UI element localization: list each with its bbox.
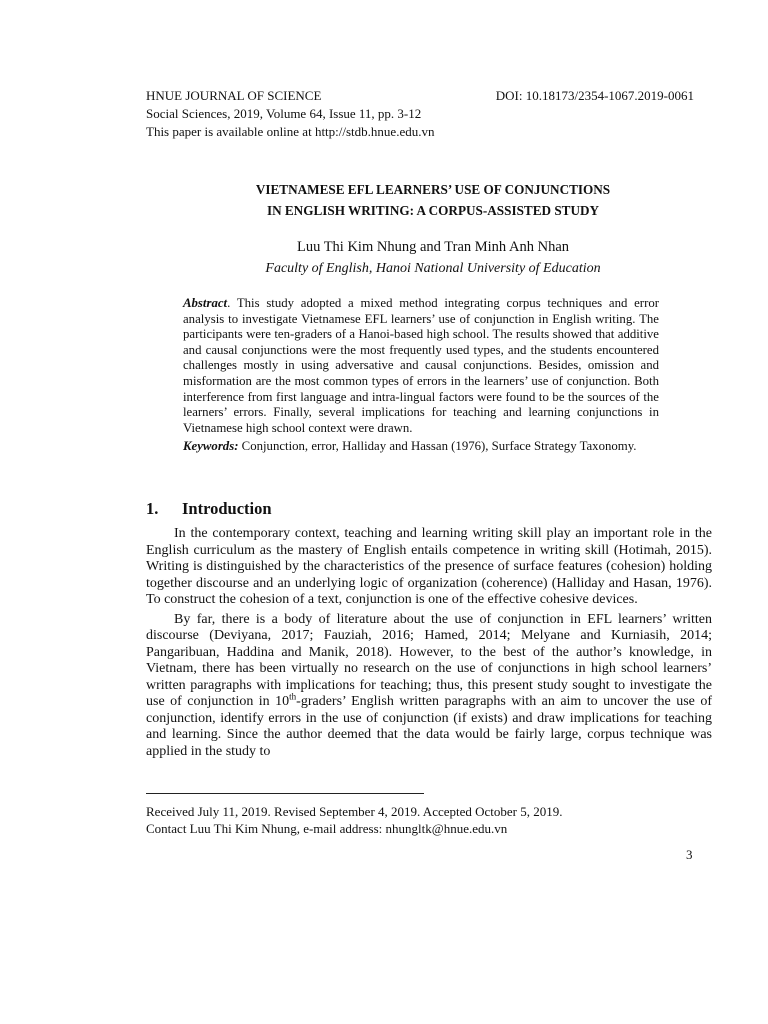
contact-info: Contact Luu Thi Kim Nhung, e-mail address: nhungltk@hnue.edu.vn [146, 821, 508, 836]
section-number: 1. [146, 499, 159, 518]
availability-note: This paper is available online at http://stdb.hnue.edu.vn [146, 124, 435, 139]
abstract [183, 296, 659, 455]
paragraph-1: In the contemporary context, teaching and learning writing skill play an important role in the English curriculum as the mastery of English entails competence in writing skill (Hotimah, 2015). Writing is distinguished by the characteristics of the presence of surface features (cohesion) holding together discourse and an underlying logic of organization (coherence) (Halliday and Hasan, 1976). To construct the cohesion of a text, conjunction is one of the effective cohesive devices. [146, 526, 712, 607]
abstract-paragraph [183, 296, 659, 436]
affiliation: Faculty of English, Hanoi National University of Education [265, 261, 601, 276]
journal-header [146, 87, 694, 141]
paper-title [146, 179, 720, 221]
footnotes [146, 803, 706, 837]
keywords [183, 439, 659, 455]
author-block [146, 237, 720, 279]
body-text [146, 526, 712, 763]
doi: DOI: 10.18173/2354-1067.2019-0061 [495, 88, 694, 103]
received-dates: Received July 11, 2019. Revised September 4, 2019. Accepted October 5, 2019. [146, 804, 563, 819]
paragraph-2-part-a: By far, there is a body of literature about the use of conjunction in EFL learners’ written discourse (Deviyana, 2017; Fauziah, 2016; Hamed, 2014; Melyane and Kurniasih, 2014; Pangaribuan, Haddina and Manik, 2018). However, to the best of the author’s knowledge, in Vietnam, there has been virtually no research on the use of conjunctions in high school learners’ written paragraphs with implications for teaching; thus, this present study sought to investigate the use of conjunction in 10 [146, 611, 712, 709]
superscript-th: th [289, 691, 297, 702]
title-line-2: IN ENGLISH WRITING: A CORPUS-ASSISTED STUDY [266, 203, 600, 218]
title-line-1: VIETNAMESE EFL LEARNERS’ USE OF CONJUNCTIONS [255, 182, 611, 197]
footnote-divider [146, 793, 424, 794]
issue-info: Social Sciences, 2019, Volume 64, Issue 11, pp. 3-12 [146, 106, 422, 121]
section-title: Introduction [182, 499, 272, 518]
authors: Luu Thi Kim Nhung and Tran Minh Anh Nhan [296, 239, 570, 255]
abstract-label: Abstract [183, 296, 228, 310]
section-heading [146, 498, 272, 520]
journal-name: HNUE JOURNAL OF SCIENCE [146, 88, 322, 103]
paragraph-2-part-b: -graders’ English written paragraphs with an aim to uncover the use of conjunction, identify errors in the use of conjunction (if exists) and draw implications for teaching and learning. Since the author deemed that the data would be fairly large, corpus technique was applied in the study to [146, 694, 713, 759]
keywords-label: Keywords: [183, 439, 239, 454]
abstract-text: . This study adopted a mixed method integrating corpus techniques and error analysis to investigate Vietnamese EFL learners’ use of conjunction in English writing. The participants were ten-graders of a Hanoi-based high school. The results showed that additive and causal conjunctions were the most frequently used types, and the students encountered challenges mostly in using adversative and causal conjunctions. Besides, omission and misformation are the most common types of errors in the learners’ use of conjunction. Both interference from first language and intra-lingual factors were found to be the sources of the learners’ errors. Finally, several implications for teaching and learning conjunctions in Vietnamese high school context were drawn. [183, 296, 659, 435]
paragraph-2 [146, 612, 712, 761]
page-number: 3 [686, 847, 693, 862]
keywords-text: Conjunction, error, Halliday and Hassan (1976), Surface Strategy Taxonomy. [238, 439, 637, 454]
